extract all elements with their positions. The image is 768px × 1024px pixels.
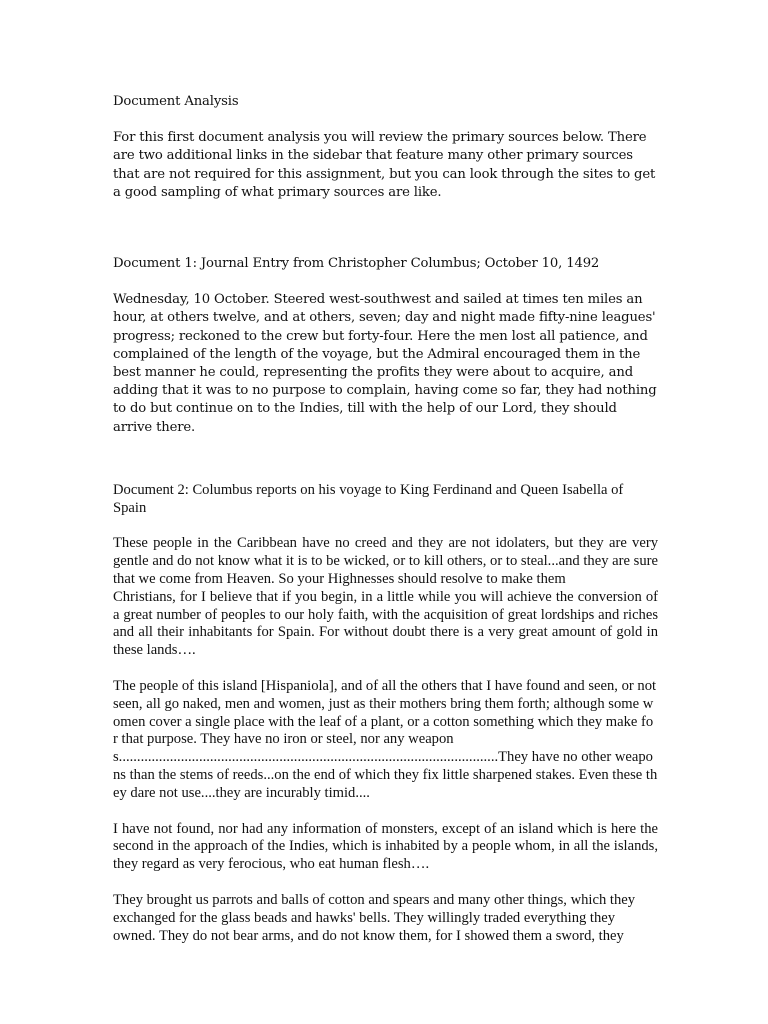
document-page bbox=[113, 93, 658, 945]
document-1-body: Wednesday, 10 October. Steered west-southwest and sailed at times ten miles an hour, at others twelve, and at others, seven; day and night made fifty-nine leagues' progress; reckoned to the crew but forty-four. Here the men lost all patience, and complained of the length of the voyage, but the Admiral encouraged them in the best manner he could, representing the profits they were about to acquire, and adding that it was to no purpose to complain, having come so far, they had nothing to do but continue on to the Indies, till with the help of our Lord, they should arrive there. bbox=[113, 292, 657, 435]
document-2-paragraph-1b: Christians, for I believe that if you begin, in a little while you will achieve the conversion of a great number of peoples to our holy faith, with the acquisition of great lordships and riches and all their inhabitants for Spain. For without doubt there is a very great amount of gold in these lands…. bbox=[113, 588, 658, 659]
document-2-paragraph-2: The people of this island [Hispaniola], and of all the others that I have found and seen, or not seen, all go naked, men and women, just as their mothers bring them forth; although some women cover a single place with the leaf of a plant, or a cotton something which they make for that purpose. They have no iron or steel, nor any weapons........................................................................................................They have no other weapons than the stems of reeds...on the end of which they fix little sharpened stakes. Even these they dare not use....they are incurably timid.... bbox=[113, 678, 658, 801]
document-2-paragraph-3: I have not found, nor had any information of monsters, except of an island which is here the second in the approach of the Indies, which is inhabited by a people whom, in all the islands, they regard as very ferocious, who eat human flesh…. bbox=[113, 820, 658, 873]
document-heading: Document Analysis bbox=[113, 94, 239, 109]
document-2-title: Document 2: Columbus reports on his voyage to King Ferdinand and Queen Isabella of Spain bbox=[113, 481, 624, 516]
document-1-title: Document 1: Journal Entry from Christopher Columbus; October 10, 1492 bbox=[113, 256, 600, 272]
document-2-paragraph-1a: These people in the Caribbean have no creed and they are not idolaters, but they are very gentle and do not know what it is to be wicked, or to kill others, or to steal...and they are sure that we come from Heaven. So your Highnesses should resolve to make them bbox=[113, 535, 658, 588]
document-2-paragraph-4: They brought us parrots and balls of cotton and spears and many other things, which they exchanged for the glass beads and hawks' bells. They willingly traded everything they owned. They do not bear arms, and do not know them, for I showed them a sword, they bbox=[113, 891, 636, 944]
intro-paragraph: For this first document analysis you will review the primary sources below. There are two additional links in the sidebar that feature many other primary sources that are not required for this assignment, but you can look through the sites to get a good sampling of what primary sources are like. bbox=[113, 130, 656, 200]
